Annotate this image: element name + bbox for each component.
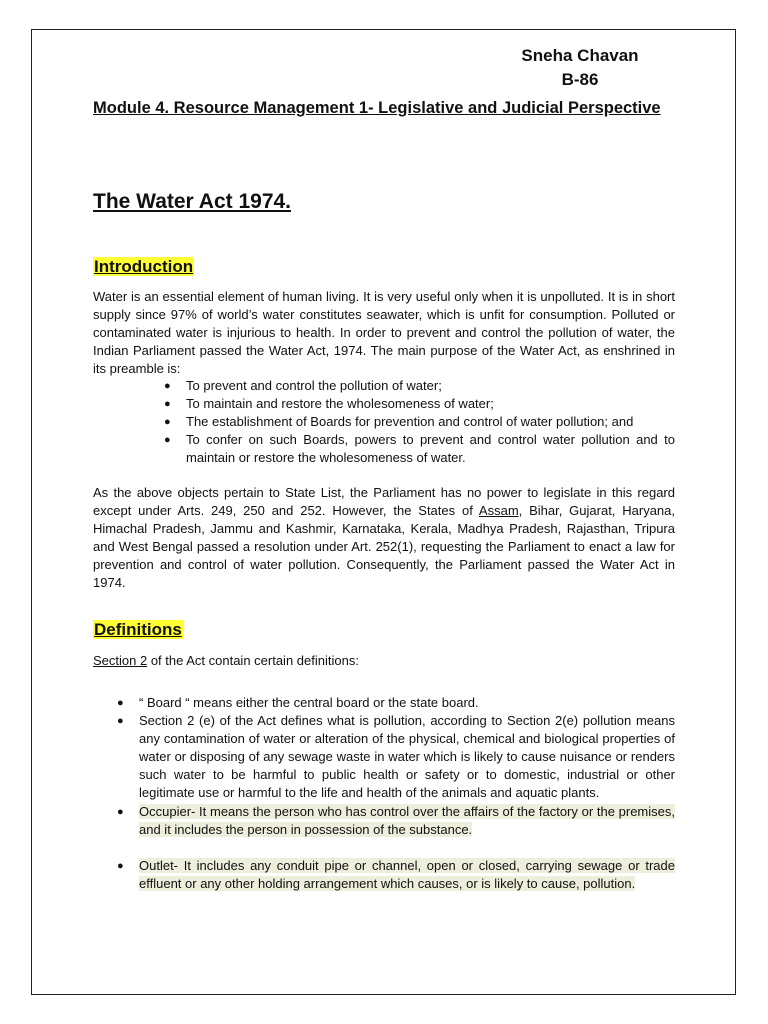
bullet-icon: ● xyxy=(117,805,124,818)
list-item: ● To confer on such Boards, powers to prevent and control water pollution and to maintain or restore the wholesomeness of water. xyxy=(164,432,675,466)
list-item: ● “ Board “ means either the central board or the state board. xyxy=(139,694,675,712)
list-item: ● Outlet- It includes any conduit pipe or channel, open or closed, carrying sewage or trade effluent or any other holding arrangement which causes, or is likely to cause, pollution. xyxy=(117,857,675,891)
bullet-icon: ● xyxy=(164,380,171,392)
list-item: ● The establishment of Boards for prevention and control of water pollution; and xyxy=(186,413,675,431)
act-title: The Water Act 1974. xyxy=(93,190,292,213)
bullet-icon: ● xyxy=(164,398,171,411)
author-name: Sneha Chavan xyxy=(521,46,639,65)
legislation-paragraph: As the above objects pertain to State List, the Parliament has no power to legislate in this regard except under Arts. 249, 250 and 252. However, the States of Assam, Bihar, Gujarat, Haryana, Himachal Pradesh, Jammu and Kashmir, Karnataka, Kerala, Madhya Pradesh, Rajasthan, Tripura and West Bengal passed a resolution under Art. 252(1), requesting the Parliament to enact a law for prevention and control of water pollution. Consequently, the Parliament passed the Water Act in 1974. xyxy=(93,485,675,591)
bullet-icon: ● xyxy=(164,416,171,429)
list-item: ● To maintain and restore the wholesomeness of water; xyxy=(186,395,675,413)
bullet-icon: ● xyxy=(117,715,124,728)
introduction-paragraph: Water is an essential element of human living. It is very useful only when it is unpolluted. It is in short supply since 97% of world’s water constitutes seawater, which is unfit for consumption. Polluted or contaminated water is injurious to health. In order to prevent and control the pollution of water, the Indian Parliament passed the Water Act, 1974. The main purpose of the Water Act, as enshrined in its preamble is: xyxy=(93,289,675,377)
module-title: Module 4. Resource Management 1- Legislative and Judicial Perspective xyxy=(93,99,661,117)
assam-link[interactable]: Assam xyxy=(478,503,519,519)
objectives-list xyxy=(164,377,675,467)
bullet-icon: ● xyxy=(164,434,171,447)
bullet-icon: ● xyxy=(117,697,124,709)
bullet-icon: ● xyxy=(117,859,124,872)
section-ref: Section 2 xyxy=(93,653,148,668)
definitions-heading-text: Definitions xyxy=(94,620,182,639)
author-roll: B-86 xyxy=(561,70,599,89)
definitions-heading xyxy=(93,619,183,641)
introduction-heading-text: Introduction xyxy=(94,257,194,276)
introduction-heading xyxy=(93,256,194,278)
section-intro: Section 2 of the Act contain certain definitions: xyxy=(93,653,359,668)
list-item: ● Occupier- It means the person who has control over the affairs of the factory or the premises, and it includes the person in possession of the substance. xyxy=(117,803,675,837)
list-item: ● Section 2 (e) of the Act defines what is pollution, according to Section 2(e) pollution means any contamination of water or alteration of the physical, chemical and biological properties of water or disposing of any sewage waste in water which is likely to cause nuisance or renders such water to be harmful to public health or safety or to domestic, industrial or other legitimate use or harmful to the life and health of the animals and aquatic plants. xyxy=(117,713,675,801)
definitions-list xyxy=(117,694,675,893)
list-item: ● To prevent and control the pollution of water; xyxy=(186,377,675,395)
